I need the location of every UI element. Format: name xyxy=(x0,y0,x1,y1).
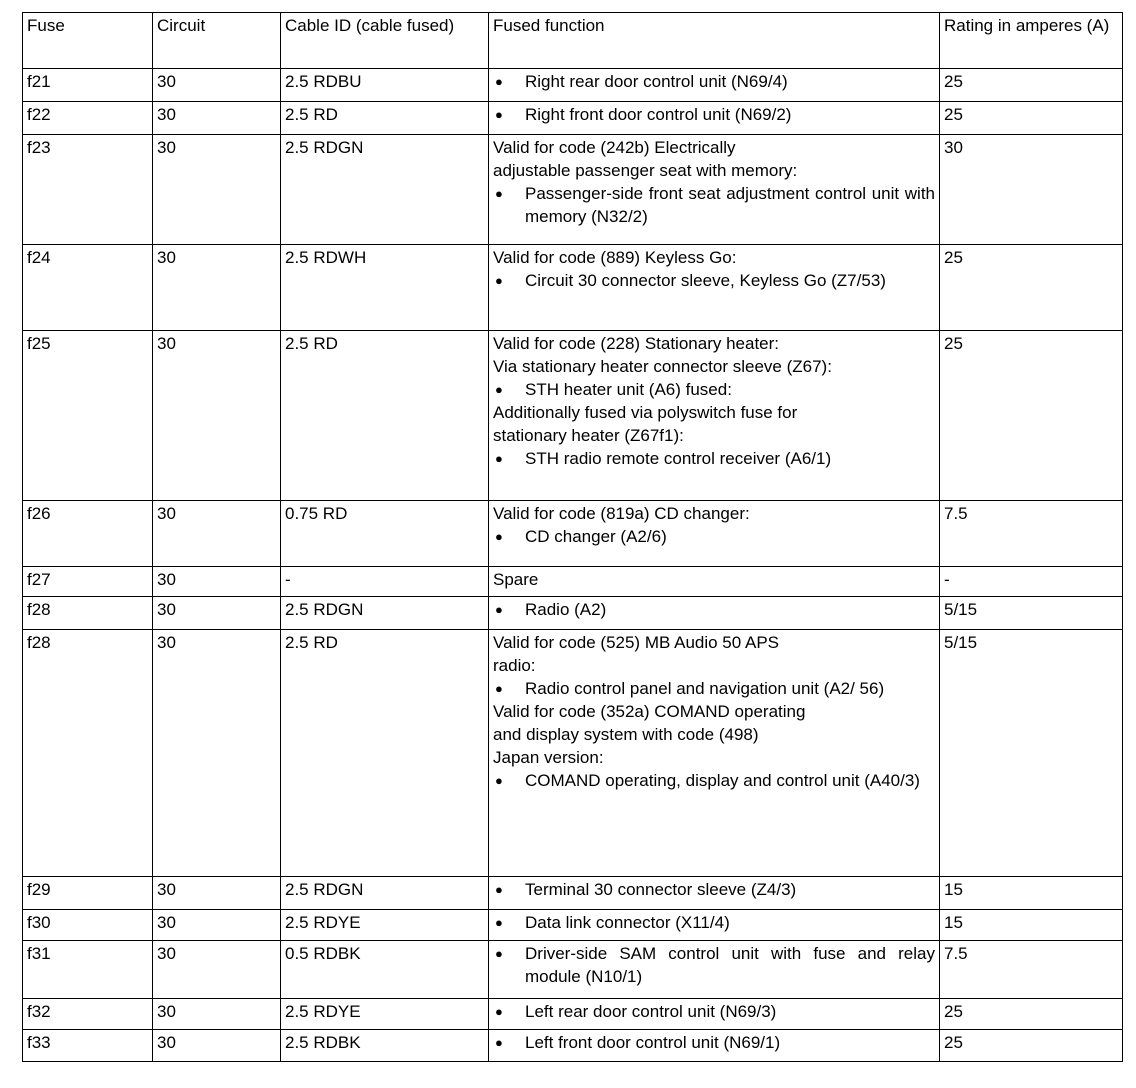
function-text-line: adjustable passenger seat with memory: xyxy=(493,161,798,180)
circuit-cell: 30 xyxy=(153,245,281,331)
fuse-cell: f32 xyxy=(23,999,153,1030)
bullet-text: Passenger-side front seat adjustment control unit with memory (N32/2) xyxy=(525,184,935,226)
rating-cell: 25 xyxy=(940,331,1123,501)
function-text-line: Additionally fused via polyswitch fuse for xyxy=(493,403,798,422)
function-text-line: Via stationary heater connector sleeve (Z67): xyxy=(493,357,832,376)
bullet-icon: ● xyxy=(495,602,503,617)
function-text-line: radio: xyxy=(493,656,536,675)
cable-id-cell: 2.5 RD xyxy=(281,630,489,877)
bullet-icon: ● xyxy=(495,382,503,397)
header-circuit: Circuit xyxy=(153,13,281,69)
function-bullet-item xyxy=(493,911,935,934)
circuit-cell: 30 xyxy=(153,135,281,245)
rating-cell: 7.5 xyxy=(940,941,1123,999)
bullet-icon: ● xyxy=(495,451,503,466)
function-text-line: stationary heater (Z67f1): xyxy=(493,426,684,445)
rating-cell: 15 xyxy=(940,877,1123,910)
function-text-line: Valid for code (525) MB Audio 50 APS xyxy=(493,633,780,652)
cable-id-cell: 2.5 RD xyxy=(281,331,489,501)
table-row xyxy=(23,877,1123,910)
function-bullet-item xyxy=(493,677,935,700)
bullet-text: Right front door control unit (N69/2) xyxy=(525,105,792,124)
bullet-icon: ● xyxy=(495,773,503,788)
fused-function-cell xyxy=(489,630,940,877)
header-fuse: Fuse xyxy=(23,13,153,69)
rating-cell: 25 xyxy=(940,245,1123,331)
cable-id-cell: 2.5 RDBK xyxy=(281,1030,489,1062)
fused-function-cell xyxy=(489,331,940,501)
fused-function-cell xyxy=(489,1030,940,1062)
cable-id-cell: 0.5 RDBK xyxy=(281,941,489,999)
bullet-icon: ● xyxy=(495,74,503,89)
fuse-cell: f24 xyxy=(23,245,153,331)
rating-cell: 25 xyxy=(940,999,1123,1030)
table-row xyxy=(23,135,1123,245)
fused-function-cell xyxy=(489,597,940,630)
function-bullet-item xyxy=(493,1031,935,1054)
bullet-icon: ● xyxy=(495,681,503,696)
fuse-cell: f28 xyxy=(23,597,153,630)
bullet-icon: ● xyxy=(495,529,503,544)
cable-id-cell: - xyxy=(281,567,489,597)
bullet-text: Data link connector (X11/4) xyxy=(525,913,730,932)
bullet-text: Radio (A2) xyxy=(525,600,607,619)
fused-function-cell xyxy=(489,69,940,102)
circuit-cell: 30 xyxy=(153,999,281,1030)
rating-cell: 25 xyxy=(940,102,1123,135)
table-row xyxy=(23,69,1123,102)
bullet-icon: ● xyxy=(495,946,503,961)
circuit-cell: 30 xyxy=(153,630,281,877)
function-bullet-item xyxy=(493,598,935,621)
function-text-line: Valid for code (819a) CD changer: xyxy=(493,504,750,523)
function-text-line: Valid for code (352a) COMAND operating xyxy=(493,702,806,721)
function-text-line: Valid for code (242b) Electrically xyxy=(493,138,736,157)
function-bullet-item xyxy=(493,447,935,470)
cable-id-cell: 2.5 RDGN xyxy=(281,877,489,910)
function-text-line: Japan version: xyxy=(493,748,604,767)
table-row xyxy=(23,1030,1123,1062)
function-text-line: Valid for code (228) Stationary heater: xyxy=(493,334,780,353)
rating-cell: 25 xyxy=(940,1030,1123,1062)
bullet-text: Right rear door control unit (N69/4) xyxy=(525,72,788,91)
fuse-cell: f33 xyxy=(23,1030,153,1062)
cable-id-cell: 2.5 RD xyxy=(281,102,489,135)
table-header-row xyxy=(23,13,1123,69)
rating-cell: 7.5 xyxy=(940,501,1123,567)
function-bullet-item xyxy=(493,769,935,792)
rating-cell: 5/15 xyxy=(940,597,1123,630)
rating-cell: 25 xyxy=(940,69,1123,102)
circuit-cell: 30 xyxy=(153,1030,281,1062)
table-row xyxy=(23,567,1123,597)
circuit-cell: 30 xyxy=(153,501,281,567)
circuit-cell: 30 xyxy=(153,331,281,501)
fused-function-cell xyxy=(489,941,940,999)
circuit-cell: 30 xyxy=(153,877,281,910)
cable-id-cell: 2.5 RDWH xyxy=(281,245,489,331)
function-bullet-item xyxy=(493,103,935,126)
fuse-cell: f31 xyxy=(23,941,153,999)
fuse-cell: f25 xyxy=(23,331,153,501)
table-row xyxy=(23,597,1123,630)
header-rating: Rating in amperes (A) xyxy=(940,13,1123,69)
fuse-cell: f26 xyxy=(23,501,153,567)
table-row xyxy=(23,630,1123,877)
bullet-text: Radio control panel and navigation unit (A2/ 56) xyxy=(525,679,885,698)
circuit-cell: 30 xyxy=(153,102,281,135)
function-text-line: Spare xyxy=(493,570,539,589)
function-text-line: and display system with code (498) xyxy=(493,725,759,744)
circuit-cell: 30 xyxy=(153,567,281,597)
header-fused-function: Fused function xyxy=(489,13,940,69)
fuse-cell: f28 xyxy=(23,630,153,877)
bullet-text: Driver-side SAM control unit with fuse and relay module (N10/1) xyxy=(525,944,935,986)
bullet-icon: ● xyxy=(495,273,503,288)
header-cable-id: Cable ID (cable fused) xyxy=(281,13,489,69)
function-bullet-item xyxy=(493,942,935,988)
bullet-icon: ● xyxy=(495,882,503,897)
fuse-cell: f21 xyxy=(23,69,153,102)
rating-cell: 15 xyxy=(940,910,1123,941)
function-bullet-item xyxy=(493,525,935,548)
cable-id-cell: 2.5 RDYE xyxy=(281,910,489,941)
fused-function-cell xyxy=(489,877,940,910)
circuit-cell: 30 xyxy=(153,910,281,941)
bullet-text: COMAND operating, display and control unit (A40/3) xyxy=(525,771,920,790)
bullet-icon: ● xyxy=(495,1035,503,1050)
rating-cell: - xyxy=(940,567,1123,597)
bullet-text: Left rear door control unit (N69/3) xyxy=(525,1002,777,1021)
bullet-icon: ● xyxy=(495,915,503,930)
bullet-text: STH heater unit (A6) fused: xyxy=(525,380,732,399)
function-bullet-item xyxy=(493,878,935,901)
function-bullet-item xyxy=(493,70,935,93)
function-bullet-item xyxy=(493,378,935,401)
fuse-cell: f29 xyxy=(23,877,153,910)
table-body xyxy=(23,69,1123,1062)
fuse-cell: f23 xyxy=(23,135,153,245)
rating-cell: 5/15 xyxy=(940,630,1123,877)
cable-id-cell: 2.5 RDBU xyxy=(281,69,489,102)
cable-id-cell: 2.5 RDGN xyxy=(281,597,489,630)
table-row xyxy=(23,102,1123,135)
fuse-table xyxy=(22,12,1123,1062)
function-bullet-item xyxy=(493,182,935,228)
cable-id-cell: 0.75 RD xyxy=(281,501,489,567)
fused-function-cell xyxy=(489,102,940,135)
table-row xyxy=(23,501,1123,567)
fuse-cell: f30 xyxy=(23,910,153,941)
bullet-text: Left front door control unit (N69/1) xyxy=(525,1033,781,1052)
bullet-icon: ● xyxy=(495,186,503,201)
fuse-cell: f22 xyxy=(23,102,153,135)
table-row xyxy=(23,999,1123,1030)
bullet-icon: ● xyxy=(495,1004,503,1019)
function-bullet-item xyxy=(493,1000,935,1023)
fused-function-cell xyxy=(489,135,940,245)
fused-function-cell xyxy=(489,910,940,941)
cable-id-cell: 2.5 RDYE xyxy=(281,999,489,1030)
table-row xyxy=(23,910,1123,941)
function-bullet-item xyxy=(493,269,935,292)
fused-function-cell xyxy=(489,245,940,331)
bullet-icon: ● xyxy=(495,107,503,122)
rating-cell: 30 xyxy=(940,135,1123,245)
bullet-text: Circuit 30 connector sleeve, Keyless Go (Z7/53) xyxy=(525,271,886,290)
table-row xyxy=(23,941,1123,999)
fused-function-cell xyxy=(489,567,940,597)
circuit-cell: 30 xyxy=(153,597,281,630)
table-row xyxy=(23,331,1123,501)
bullet-text: STH radio remote control receiver (A6/1) xyxy=(525,449,832,468)
table-row xyxy=(23,245,1123,331)
function-text-line: Valid for code (889) Keyless Go: xyxy=(493,248,737,267)
circuit-cell: 30 xyxy=(153,69,281,102)
bullet-text: CD changer (A2/6) xyxy=(525,527,667,546)
circuit-cell: 30 xyxy=(153,941,281,999)
fused-function-cell xyxy=(489,501,940,567)
cable-id-cell: 2.5 RDGN xyxy=(281,135,489,245)
fuse-cell: f27 xyxy=(23,567,153,597)
bullet-text: Terminal 30 connector sleeve (Z4/3) xyxy=(525,880,797,899)
fused-function-cell xyxy=(489,999,940,1030)
